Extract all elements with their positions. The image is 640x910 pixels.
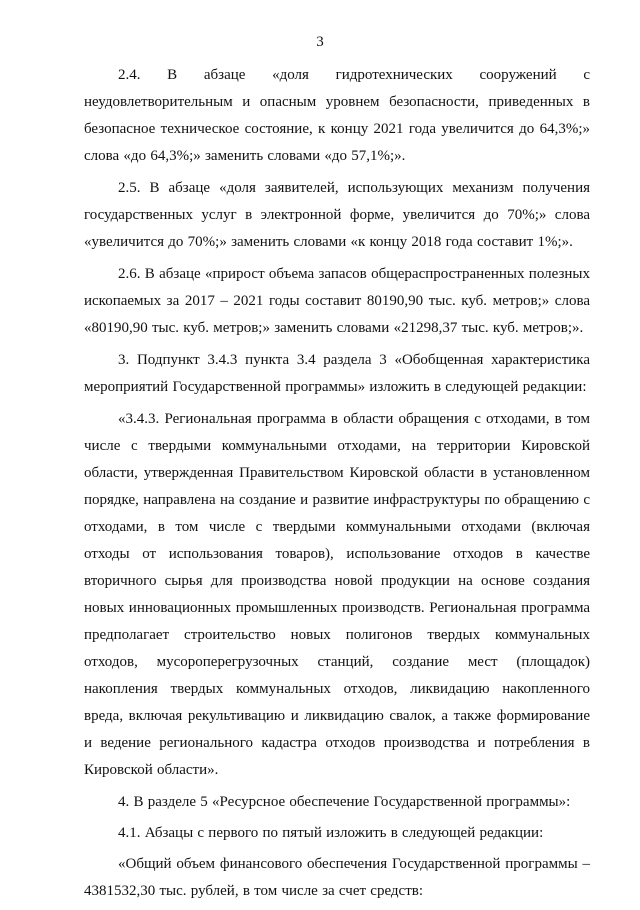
paragraph-2-4: 2.4. В абзаце «доля гидротехнических сооружений с неудовлетворительным и опасным уровнем безопасности, приведенных в безопасное техническое состояние, к концу 2021 года увеличится до 64,3%;» слова «до 64,3%;» заменить словами «до 57,1%;». [84,67,590,164]
paragraph-4: 4. В разделе 5 «Ресурсное обеспечение Государственной программы»: [118,794,571,810]
paragraph-financing: «Общий объем финансового обеспечения Государственной программы – 4381532,30 тыс. рублей, в том числе за счет средств: [84,856,590,899]
document-body [84,62,590,910]
paragraph-3: 3. Подпункт 3.4.3 пункта 3.4 раздела 3 «Обобщенная характеристика мероприятий Государственной программы» изложить в следующей редакции: [84,352,590,395]
paragraph-2-6: 2.6. В абзаце «прирост объема запасов общераспространенных полезных ископаемых за 2017 – 2021 годы составит 80190,90 тыс. куб. метров;» слова «80190,90 тыс. куб. метров;» заменить словами «21298,37 тыс. куб. метров;». [84,266,590,336]
paragraph-3-4-3: «3.4.3. Региональная программа в области обращения с отходами, в том числе с твердыми коммунальными отходами, на территории Кировской области, утвержденная Правительством Кировской области в установленном порядке, направлена на создание и развитие инфраструктуры по обращению с отходами, в том числе с твердыми коммунальными отходами (включая отходы от использования товаров), использование отходов в качестве вторичного сырья для производства новой продукции на основе создания новых инновационных промышленных производств. Региональная программа предполагает строительство новых полигонов твердых коммунальных отходов, мусороперегрузочных станций, создание мест (площадок) накопления твердых коммунальных отходов, ликвидацию накопленного вреда, включая рекультивацию и ликвидацию свалок, а также формирование и ведение регионального кадастра отходов производства и потребления в Кировской области». [84,411,590,778]
paragraph-2-5: 2.5. В абзаце «доля заявителей, использующих механизм получения государственных услуг в электронной форме, увеличится до 70%;» слова «увеличится до 70%;» заменить словами «к концу 2018 года составит 1%;». [84,180,590,250]
page-number: 3 [316,34,324,50]
paragraph-4-1: 4.1. Абзацы с первого по пятый изложить в следующей редакции: [118,825,544,841]
